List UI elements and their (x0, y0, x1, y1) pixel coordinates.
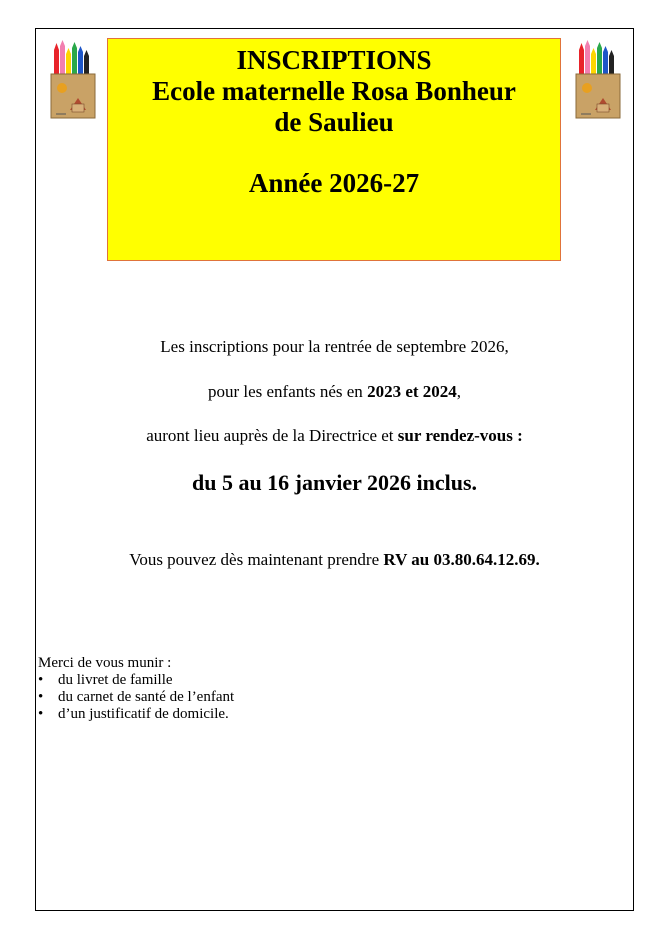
phone-line (36, 550, 633, 570)
list-item: • du carnet de santé de l’enfant (38, 689, 234, 706)
list-item: • du livret de famille (38, 672, 234, 689)
title-inscriptions: INSCRIPTIONS (236, 45, 432, 75)
birth-years-suffix: , (456, 382, 462, 401)
documents-list (38, 655, 234, 723)
announcement-text: Les inscriptions pour la rentrée de septembre 2026, (160, 337, 509, 356)
registration-dates: du 5 au 16 janvier 2026 inclus. (191, 470, 478, 495)
phone-number: RV au 03.80.64.12.69. (383, 550, 540, 569)
birth-years: 2023 et 2024 (367, 382, 457, 401)
title-year: Année 2026-27 (248, 168, 420, 198)
title-box (107, 38, 561, 261)
pencil-cup-icon (48, 40, 98, 120)
announcement-line-3 (36, 426, 633, 446)
announcement-line-1 (36, 337, 633, 357)
pencil-cup-icon (573, 40, 623, 120)
title-school: Ecole maternelle Rosa Bonheur (152, 76, 516, 106)
announcement-line-2 (36, 382, 633, 402)
phone-prefix: Vous pouvez dès maintenant prendre (129, 550, 384, 569)
title-town: de Saulieu (274, 107, 394, 137)
documents-intro: Merci de vous munir : (38, 655, 172, 671)
birth-years-prefix: pour les enfants nés en (207, 382, 368, 401)
appointment-prefix: auront lieu auprès de la Directrice et (146, 426, 398, 445)
appointment-note: sur rendez-vous : (397, 426, 523, 445)
list-item: • d’un justificatif de domicile. (38, 706, 234, 723)
